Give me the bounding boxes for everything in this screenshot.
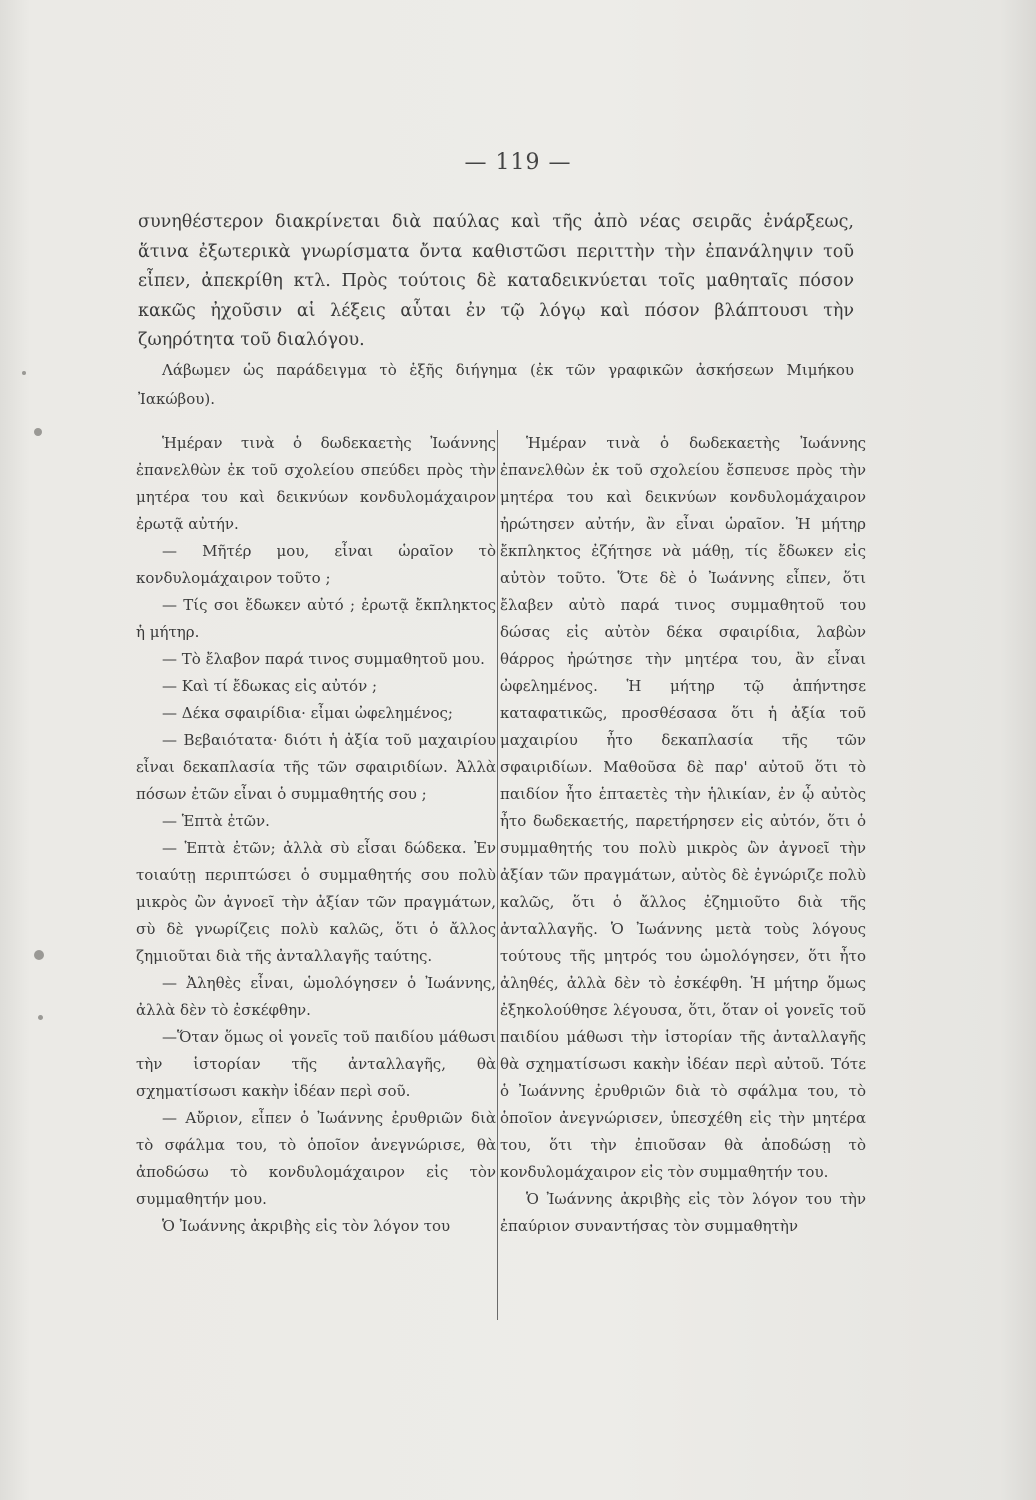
page-number: — 119 —: [464, 150, 572, 175]
intro-paragraph: συνηθέστερον διακρίνεται διὰ παύλας καὶ τῆς ἀπὸ νέας σειρᾶς ἐνάρξεως, ἅτινα ἐξωτερικὰ γνωρίσματα ὄντα καθιστῶσι περιττὴν τὴν ἐπανάληψιν τοῦ εἶπεν, ἀπεκρίθη κτλ. Πρὸς τούτοις δὲ καταδεικνύεται τοῖς μαθηταῖς πόσον κακῶς ἠχοῦσιν αἱ λέξεις αὗται ἐν τῷ λόγῳ καὶ πόσον βλάπτουσι τὴν ζωηρότητα τοῦ διαλόγου.: [138, 212, 854, 350]
margin-stain: [22, 371, 26, 375]
narrative-paragraph: Ἡμέραν τινὰ ὁ δωδεκαετὴς Ἰωάννης ἐπανελθὼν ἐκ τοῦ σχολείου ἔσπευσε πρὸς τὴν μητέρα του καὶ δεικνύων κονδυλομάχαιρον ἠρώτησεν αὐτήν, ἂν εἶναι ὡραῖον. Ἡ μήτηρ ἔκπληκτος ἐζήτησε νὰ μάθῃ, τίς ἔδωκεν εἰς αὐτὸν τοῦτο. Ὅτε δὲ ὁ Ἰωάννης εἶπεν, ὅτι ἔλαβεν αὐτὸ παρά τινος συμμαθητοῦ του δώσας εἰς αὐτὸν δέκα σφαιρίδια, λαβὼν θάρρος ἠρώτησε τὴν μητέρα του, ἂν εἶναι ὠφελημένος. Ἡ μήτηρ τῷ ἀπήντησε καταφατικῶς, προσθέσασα ὅτι ἡ ἀξία τοῦ μαχαιρίου ἦτο δεκαπλασία τῆς τῶν σφαιριδίων. Μαθοῦσα δὲ παρ' αὐτοῦ ὅτι τὸ παιδίον ἦτο ἑπταετὲς τὴν ἡλικίαν, ἐν ᾧ αὐτὸς ἦτο δωδεκαετής, παρετήρησεν εἰς αὐτόν, ὅτι ὁ συμμαθητής του πολὺ μικρὸς ὢν ἀγνοεῖ τὴν ἀξίαν τῶν πραγμάτων, αὐτὸς δὲ ἐγνώριζε πολὺ καλῶς, ὅτι ὁ ἄλλος ἐζημιοῦτο διὰ τῆς ἀνταλλαγῆς. Ὁ Ἰωάννης μετὰ τοὺς λόγους τούτους τῆς μητρός του ὡμολόγησεν, ὅτι ἦτο ἀληθές, ἀλλὰ δὲν τὸ ἐσκέφθη. Ἡ μήτηρ ὅμως ἐξηκολούθησε λέγουσα, ὅτι, ὅταν οἱ γονεῖς τοῦ παιδίου μάθωσι τὴν ἱστορίαν τῆς ἀνταλλαγῆς θὰ σχηματίσωσι κακὴν ἰδέαν περὶ αὐτοῦ. Τότε ὁ Ἰωάννης ἐρυθριῶν διὰ τὸ σφάλμα του, τὸ ὁποῖον ἀνεγνώρισεν, ὑπεσχέθη εἰς τὴν μητέρα του, ὅτι τὴν ἐπιοῦσαν θὰ ἀποδώσῃ τὸ κονδυλομάχαιρον εἰς τὸν συμμαθητήν του.: [500, 434, 866, 1181]
margin-stain: [38, 1015, 43, 1020]
dialogue-paragraph: — Ἑπτὰ ἐτῶν; ἀλλὰ σὺ εἶσαι δώδεκα. Ἐν τοιαύτῃ περιπτώσει ὁ συμμαθητής σου πολὺ μικρὸς ὢν ἀγνοεῖ τὴν ἀξίαν τῶν πραγμάτων, σὺ δὲ γνωρίζεις πολὺ καλῶς, ὅτι ὁ ἄλλος ζημιοῦται διὰ τῆς ἀνταλλαγῆς ταύτης.: [136, 839, 496, 965]
dialogue-paragraph: — Καὶ τί ἔδωκας εἰς αὐτόν ;: [162, 677, 378, 695]
narrative-paragraph: Ὁ Ἰωάννης ἀκριβὴς εἰς τὸν λόγον του τὴν ἐπαύριον συναντήσας τὸν συμμαθητὴν: [500, 1190, 866, 1235]
dialogue-paragraph: — Τίς σοι ἔδωκεν αὐτό ; ἐρωτᾷ ἔκπληκτος ἡ μήτηρ.: [136, 596, 496, 641]
intro-text: [138, 208, 854, 415]
dialogue-paragraph: — Αὔριον, εἶπεν ὁ Ἰωάννης ἐρυθριῶν διὰ τὸ σφάλμα του, τὸ ὁποῖον ἀνεγνώρισε, θὰ ἀποδώσω τὸ κονδυλομάχαιρον εἰς τὸν συμμαθητήν μου.: [136, 1109, 496, 1208]
dialogue-paragraph: — Μῆτέρ μου, εἶναι ὡραῖον τὸ κονδυλομάχαιρον τοῦτο ;: [136, 542, 496, 587]
dialogue-paragraph: — Τὸ ἔλαβον παρά τινος συμμαθητοῦ μου.: [162, 650, 485, 668]
left-column-dialogue: [136, 430, 496, 1240]
two-column-comparison: [136, 430, 866, 1335]
dialogue-paragraph: Ἡμέραν τινὰ ὁ δωδεκαετὴς Ἰωάννης ἐπανελθὼν ἐκ τοῦ σχολείου σπεύδει πρὸς τὴν μητέρα του καὶ δεικνύων κονδυλομάχαιρον ἐρωτᾷ αὐτήν.: [136, 434, 496, 533]
dialogue-paragraph: —Ὅταν ὅμως οἱ γονεῖς τοῦ παιδίου μάθωσι τὴν ἱστορίαν τῆς ἀνταλλαγῆς, θὰ σχηματίσωσι κακὴν ἰδέαν περὶ σοῦ.: [136, 1028, 496, 1100]
margin-stain: [34, 950, 44, 960]
dialogue-paragraph: — Δέκα σφαιρίδια· εἶμαι ὠφελημένος;: [162, 704, 453, 722]
dialogue-paragraph: — Ἑπτὰ ἐτῶν.: [162, 812, 270, 830]
intro-paragraph: Λάβωμεν ὡς παράδειγμα τὸ ἑξῆς διήγημα (ἐκ τῶν γραφικῶν ἀσκήσεων Μιμήκου Ἰακώβου).: [138, 360, 854, 408]
column-divider: [497, 430, 498, 1320]
dialogue-paragraph: Ὁ Ἰωάννης ἀκριβὴς εἰς τὸν λόγον του: [162, 1217, 451, 1235]
margin-stain: [34, 428, 42, 436]
dialogue-paragraph: — Βεβαιότατα· διότι ἡ ἀξία τοῦ μαχαιρίου εἶναι δεκαπλασία τῆς τῶν σφαιριδίων. Ἀλλὰ πόσων ἐτῶν εἶναι ὁ συμμαθητής σου ;: [136, 731, 496, 803]
dialogue-paragraph: — Ἀληθὲς εἶναι, ὡμολόγησεν ὁ Ἰωάννης, ἀλλὰ δὲν τὸ ἐσκέφθην.: [136, 974, 496, 1019]
right-column-narrative: [500, 430, 866, 1240]
